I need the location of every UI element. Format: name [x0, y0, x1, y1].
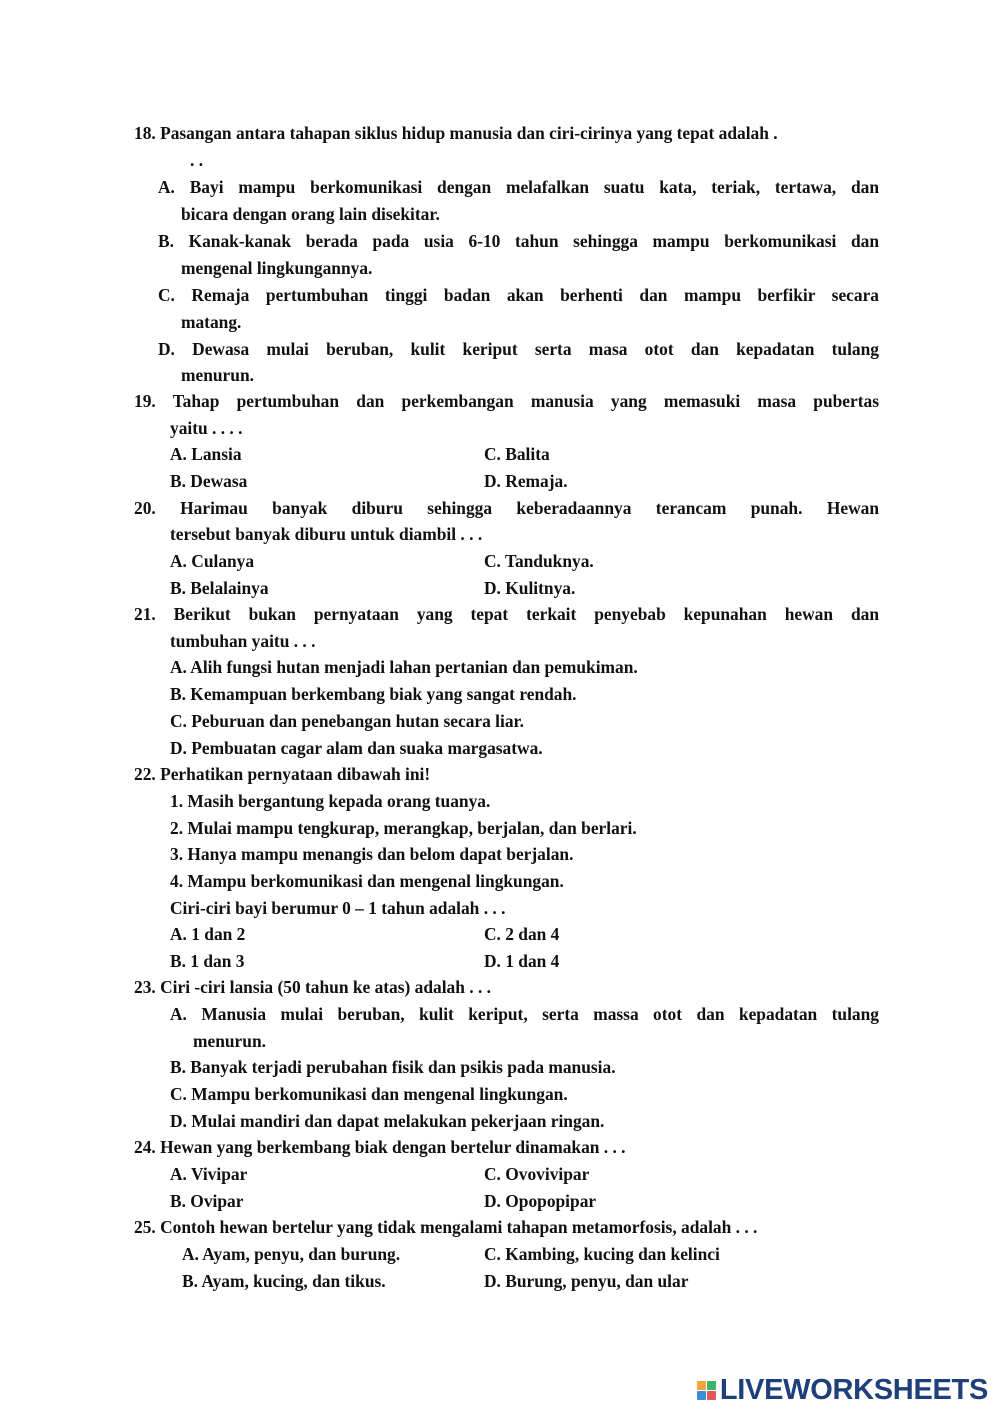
question-21-option-b[interactable]: B. Kemampuan berkembang biak yang sangat rendah. — [170, 684, 577, 704]
question-21-option-d[interactable]: D. Pembuatan cagar alam dan suaka margasatwa. — [170, 738, 543, 758]
question-20-stem: 20. Harimau banyak diburu sehingga keberadaannya terancam punah. Hewan — [134, 498, 879, 518]
liveworksheets-logo-text: LIVEWORKSHEETS — [719, 1374, 988, 1406]
question-22-option-a[interactable]: A. 1 dan 2 — [170, 924, 246, 944]
question-22-prompt: Ciri-ciri bayi berumur 0 – 1 tahun adalah . . . — [170, 898, 506, 918]
question-25-stem: 25. Contoh hewan bertelur yang tidak mengalami tahapan metamorfosis, adalah . . . — [134, 1217, 758, 1237]
question-25-option-c[interactable]: C. Kambing, kucing dan kelinci — [484, 1244, 720, 1264]
question-19-option-a[interactable]: A. Lansia — [170, 444, 242, 464]
question-19-option-d[interactable]: D. Remaja. — [484, 471, 568, 491]
question-18-option-a-cont: bicara dengan orang lain disekitar. — [181, 204, 440, 224]
question-24-stem: 24. Hewan yang berkembang biak dengan bertelur dinamakan . . . — [134, 1137, 626, 1157]
question-23-option-c[interactable]: C. Mampu berkomunikasi dan mengenal lingkungan. — [170, 1084, 568, 1104]
question-20-option-b[interactable]: B. Belalainya — [170, 578, 269, 598]
liveworksheets-mark-icon — [697, 1381, 716, 1400]
question-23-stem: 23. Ciri -ciri lansia (50 tahun ke atas) adalah . . . — [134, 977, 492, 997]
question-23-option-d[interactable]: D. Mulai mandiri dan dapat melakukan pekerjaan ringan. — [170, 1111, 605, 1131]
question-19-stem-cont: yaitu . . . . — [170, 418, 243, 438]
question-22-statement-4: 4. Mampu berkomunikasi dan mengenal lingkungan. — [170, 871, 564, 891]
question-19-option-b[interactable]: B. Dewasa — [170, 471, 248, 491]
question-18-option-a[interactable]: A. Bayi mampu berkomunikasi dengan melafalkan suatu kata, teriak, tertawa, dan — [158, 177, 879, 197]
question-25-option-d[interactable]: D. Burung, penyu, dan ular — [484, 1271, 689, 1291]
question-25-option-a[interactable]: A. Ayam, penyu, dan burung. — [182, 1244, 401, 1264]
question-18-option-c-cont: matang. — [181, 312, 242, 332]
question-19-stem: 19. Tahap pertumbuhan dan perkembangan manusia yang memasuki masa pubertas — [134, 391, 879, 411]
question-18-option-d-cont: menurun. — [181, 365, 254, 385]
question-22-option-d[interactable]: D. 1 dan 4 — [484, 951, 560, 971]
question-20-option-d[interactable]: D. Kulitnya. — [484, 578, 576, 598]
liveworksheets-logo — [697, 1374, 988, 1407]
question-23-option-a-cont: menurun. — [193, 1031, 266, 1051]
question-23-option-a[interactable]: A. Manusia mulai beruban, kulit keriput, serta massa otot dan kepadatan tulang — [170, 1004, 879, 1024]
question-21-stem-cont: tumbuhan yaitu . . . — [170, 631, 316, 651]
question-25-option-b[interactable]: B. Ayam, kucing, dan tikus. — [182, 1271, 386, 1291]
question-21-option-c[interactable]: C. Peburuan dan penebangan hutan secara liar. — [170, 711, 525, 731]
question-18-stem: 18. Pasangan antara tahapan siklus hidup manusia dan ciri-cirinya yang tepat adalah . — [134, 123, 778, 143]
question-23-option-b[interactable]: B. Banyak terjadi perubahan fisik dan psikis pada manusia. — [170, 1057, 616, 1077]
question-22-option-b[interactable]: B. 1 dan 3 — [170, 951, 245, 971]
question-18-stem-cont: . . — [190, 150, 204, 170]
question-19-option-c[interactable]: C. Balita — [484, 444, 550, 464]
question-20-stem-cont: tersebut banyak diburu untuk diambil . . . — [170, 524, 483, 544]
question-22-statement-3: 3. Hanya mampu menangis dan belom dapat berjalan. — [170, 844, 574, 864]
question-18-option-c[interactable]: C. Remaja pertumbuhan tinggi badan akan berhenti dan mampu berfikir secara — [158, 285, 879, 305]
question-22-statement-1: 1. Masih bergantung kepada orang tuanya. — [170, 791, 491, 811]
question-21-option-a[interactable]: A. Alih fungsi hutan menjadi lahan pertanian dan pemukiman. — [170, 657, 638, 677]
question-22-statement-2: 2. Mulai mampu tengkurap, merangkap, berjalan, dan berlari. — [170, 818, 637, 838]
question-20-option-a[interactable]: A. Culanya — [170, 551, 255, 571]
question-24-option-b[interactable]: B. Ovipar — [170, 1191, 244, 1211]
question-18-option-b[interactable]: B. Kanak-kanak berada pada usia 6-10 tahun sehingga mampu berkomunikasi dan — [158, 231, 879, 251]
question-18-option-d[interactable]: D. Dewasa mulai beruban, kulit keriput serta masa otot dan kepadatan tulang — [158, 339, 879, 359]
question-20-option-c[interactable]: C. Tanduknya. — [484, 551, 594, 571]
question-22-stem: 22. Perhatikan pernyataan dibawah ini! — [134, 764, 431, 784]
question-18-option-b-cont: mengenal lingkungannya. — [181, 258, 373, 278]
question-22-option-c[interactable]: C. 2 dan 4 — [484, 924, 560, 944]
question-24-option-d[interactable]: D. Opopopipar — [484, 1191, 597, 1211]
question-21-stem: 21. Berikut bukan pernyataan yang tepat terkait penyebab kepunahan hewan dan — [134, 604, 879, 624]
question-24-option-c[interactable]: C. Ovovivipar — [484, 1164, 590, 1184]
question-24-option-a[interactable]: A. Vivipar — [170, 1164, 248, 1184]
